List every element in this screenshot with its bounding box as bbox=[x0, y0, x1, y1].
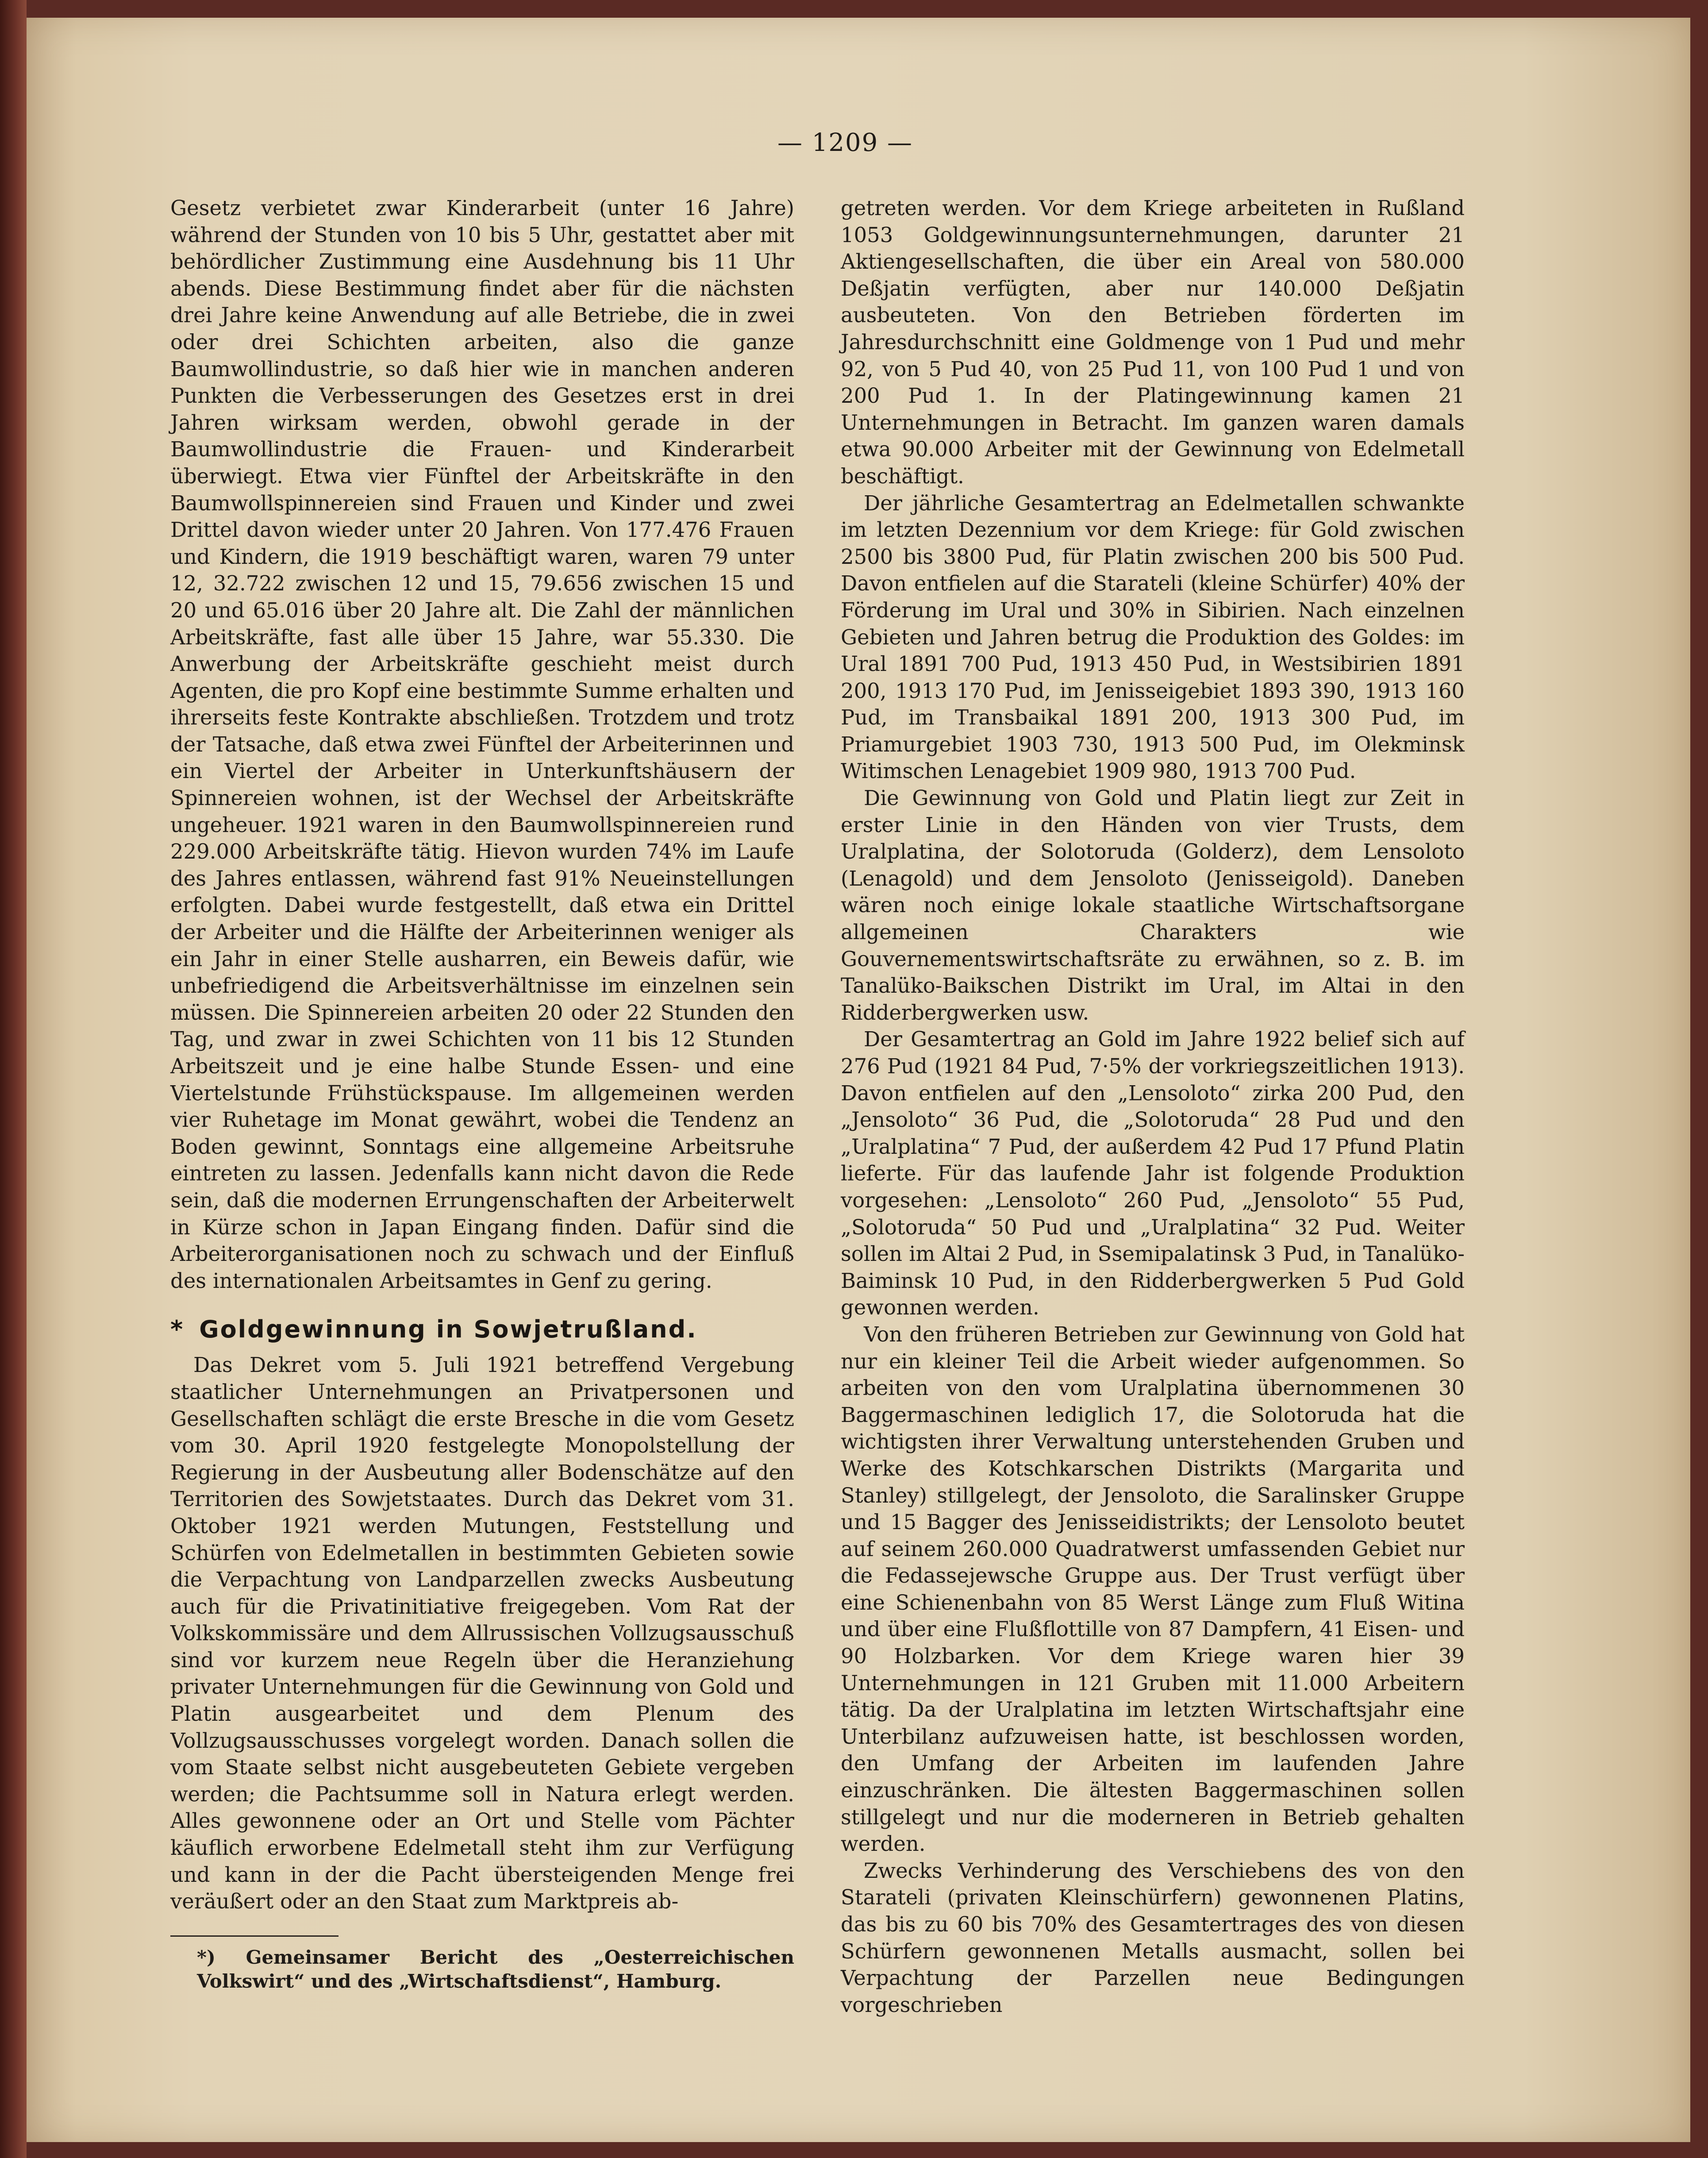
right-paragraph-2: Der jährliche Gesamtertrag an Edelmetallen schwankte im letzten Dezennium vor dem Kriege: für Gold zwischen 2500 bis 3800 Pud, für Platin zwischen 200 bis 500 Pud. Davon entfielen auf die Starateli (kleine Schürfer) 40% der Förderung im Ural und 30% in Sibirien. Nach einzelnen Gebieten und Jahren betrug die Produktion des Goldes: im Ural 1891 700 Pud, 1913 450 Pud, in Westsibirien 1891 200, 1913 170 Pud, im Jenisseigebiet 1893 390, 1913 160 Pud, im Transbaikal 1891 200, 1913 300 Pud, im Priamurgebiet 1903 730, 1913 500 Pud, im Olekminsk Witimschen Lenagebiet 1909 980, 1913 700 Pud. bbox=[841, 491, 1465, 783]
footnote: *) Gemeinsamer Bericht des „Oesterreichischen Volkswirt“ und des „Wirtschaftsdienst“, Hamburg. bbox=[197, 1946, 794, 1992]
right-paragraph-6: Zwecks Verhinderung des Verschiebens des von den Starateli (privaten Kleinschürfern) gewonnenen Platins, das bis zu 60 bis 70% des Gesamtertrages des von diesen Schürfern gewonnenen Metalls ausmacht, sollen bei Verpachtung der Parzellen neue Bedingungen vorgeschrieben bbox=[841, 1858, 1465, 2017]
section-heading bbox=[170, 1312, 794, 1347]
right-column bbox=[841, 195, 1465, 2018]
right-paragraph-1: getreten werden. Vor dem Kriege arbeiteten in Rußland 1053 Goldgewinnungsunternehmungen, darunter 21 Aktiengesellschaften, die über ein Areal von 580.000 Deßjatin verfügten, aber nur 140.000 Deßjatin ausbeuteten. Von den Betrieben förderten im Jahresdurchschnitt eine Goldmenge von 1 Pud und mehr 92, von 5 Pud 40, von 25 Pud 11, von 100 Pud 1 und von 200 Pud 1. In der Platingewinnung kamen 21 Unternehmungen in Betracht. Im ganzen waren damals etwa 90.000 Arbeiter mit der Gewinnung von Edelmetall beschäftigt. bbox=[841, 196, 1465, 488]
footnote-rule bbox=[170, 1935, 339, 1937]
left-paragraph-2: Das Dekret vom 5. Juli 1921 betreffend Vergebung staatlicher Unternehmungen an Privatpersonen und Gesellschaften schlägt die erste Bresche in die vom Gesetz vom 30. April 1920 festgelegte Monopolstellung der Regierung in der Ausbeutung aller Bodenschätze auf den Territorien des Sowjetstaates. Durch das Dekret vom 31. Oktober 1921 werden Mutungen, Feststellung und Schürfen von Edelmetallen in bestimmten Gebieten sowie die Verpachtung von Landparzellen zwecks Ausbeutung auch für die Privatinitiative freigegeben. Vom Rat der Volkskommissäre und dem Allrussischen Vollzugsausschuß sind vor kurzem neue Regeln über die Heranziehung privater Unternehmungen für die Gewinnung von Gold und Platin ausgearbeitet und dem Plenum des Vollzugsausschusses vorgelegt worden. Danach sollen die vom Staate selbst nicht ausgebeuteten Gebiete vergeben werden; die Pachtsumme soll in Natura erlegt werden. Alles gewonnene oder an Ort und Stelle vom Pächter käuflich erworbene Edelmetall steht ihm zur Verfügung und kann in der die Pacht übersteigenden Menge frei veräußert oder an den Staat zum Marktpreis ab- bbox=[170, 1353, 794, 1914]
left-paragraph-1: Gesetz verbietet zwar Kinderarbeit (unter 16 Jahre) während der Stunden von 10 bis 5 Uhr, gestattet aber mit behördlicher Zustimmung eine Ausdehnung bis 11 Uhr abends. Diese Bestimmung findet aber für die nächsten drei Jahre keine Anwendung auf alle Betriebe, die in zwei oder drei Schichten arbeiten, also die ganze Baumwollindustrie, so daß hier wie in manchen anderen Punkten die Verbesserungen des Gesetzes erst in drei Jahren wirksam werden, obwohl gerade in der Baumwollindustrie die Frauen- und Kinderarbeit überwiegt. Etwa vier Fünftel der Arbeitskräfte in den Baumwollspinnereien sind Frauen und Kinder und zwei Drittel davon wieder unter 20 Jahren. Von 177.476 Frauen und Kindern, die 1919 beschäftigt waren, waren 79 unter 12, 32.722 zwischen 12 und 15, 79.656 zwischen 15 und 20 und 65.016 über 20 Jahre alt. Die Zahl der männlichen Arbeitskräfte, fast alle über 15 Jahre, war 55.330. Die Anwerbung der Arbeitskräfte geschieht meist durch Agenten, die pro Kopf eine bestimmte Summe erhalten und ihrerseits feste Kontrakte abschließen. Trotzdem und trotz der Tatsache, daß etwa zwei Fünftel der Arbeiterinnen und ein Viertel der Arbeiter in Unterkunftshäusern der Spinnereien wohnen, ist der Wechsel der Arbeitskräfte ungeheuer. 1921 waren in den Baumwollspinnereien rund 229.000 Arbeitskräfte tätig. Hievon wurden 74% im Laufe des Jahres entlassen, während fast 91% Neueinstellungen erfolgten. Dabei wurde festgestellt, daß etwa ein Drittel der Arbeiter und die Hälfte der Arbeiterinnen weniger als ein Jahr in einer Stelle ausharren, ein Beweis dafür, wie unbefriedigend die Arbeitsverhältnisse im einzelnen sein müssen. Die Spinnereien arbeiten 20 oder 22 Stunden den Tag, und zwar in zwei Schichten von 11 bis 12 Stunden Arbeitszeit und je eine halbe Stunde Essen- und eine Viertelstunde Frühstückspause. Im allgemeinen werden vier Ruhetage im Monat gewährt, wobei die Tendenz an Boden gewinnt, Sonntags eine allgemeine Arbeitsruhe eintreten zu lassen. Jedenfalls kann nicht davon die Rede sein, daß die modernen Errungenschaften der Arbeiterwelt in Kürze schon in Japan Eingang finden. Dafür sind die Arbeiterorganisationen noch zu schwach und der Einfluß des internationalen Arbeitsamtes in Genf zu gering. bbox=[170, 196, 794, 1293]
page-number: — 1209 — bbox=[777, 128, 913, 157]
left-column bbox=[170, 195, 794, 1993]
right-paragraph-3: Die Gewinnung von Gold und Platin liegt zur Zeit in erster Linie in den Händen von vier Trusts, dem Uralplatina, der Solotoruda (Golderz), dem Lensoloto (Lenagold) und dem Jensoloto (Jenisseigold). Daneben wären noch einige lokale staatliche Wirtschaftsorgane allgemeinen Charakters wie Gouvernementswirtschaftsräte zu erwähnen, so z. B. im Tanalüko-Baikschen Distrikt im Ural, im Altai in den Ridderbergwerken usw. bbox=[841, 786, 1465, 1025]
book-spine bbox=[0, 0, 27, 2158]
heading-text: Goldgewinnung in Sowjetrußland. bbox=[199, 1315, 697, 1344]
page bbox=[27, 18, 1690, 2142]
right-paragraph-4: Der Gesamtertrag an Gold im Jahre 1922 belief sich auf 276 Pud (1921 84 Pud, 7·5% der vorkriegszeitlichen 1913). Davon entfielen auf den „Lensoloto“ zirka 200 Pud, den „Jensoloto“ 36 Pud, die „Solotoruda“ 28 Pud und den „Uralplatina“ 7 Pud, der außerdem 42 Pud 17 Pfund Platin lieferte. Für das laufende Jahr ist folgende Produktion vorgesehen: „Lensoloto“ 260 Pud, „Jensoloto“ 55 Pud, „Solotoruda“ 50 Pud und „Uralplatina“ 32 Pud. Weiter sollen im Altai 2 Pud, in Ssemipalatinsk 3 Pud, in Tanalüko-Baiminsk 10 Pud, in den Ridderbergwerken 5 Pud Gold gewonnen werden. bbox=[841, 1027, 1465, 1320]
right-paragraph-5: Von den früheren Betrieben zur Gewinnung von Gold hat nur ein kleiner Teil die Arbeit wieder aufgenommen. So arbeiten von den vom Uralplatina übernommenen 30 Baggermaschinen lediglich 17, die Solotoruda hat die wichtigsten ihrer Verwaltung unterstehenden Gruben und Werke des Kotschkarschen Distrikts (Margarita und Stanley) stillgelegt, der Jensoloto, die Saralinsker Gruppe und 15 Bagger des Jenisseidistrikts; der Lensoloto beutet auf seinem 260.000 Quadratwerst umfassenden Gebiet nur die Fedassejewsche Gruppe aus. Der Trust verfügt über eine Schienenbahn von 85 Werst Länge zum Fluß Witina und über eine Flußflottille von 87 Dampfern, 41 Eisen- und 90 Holzbarken. Vor dem Kriege waren hier 39 Unternehmungen in 121 Gruben mit 11.000 Arbeitern tätig. Da der Uralplatina im letzten Wirtschaftsjahr eine Unterbilanz aufzuweisen hatte, ist beschlossen worden, den Umfang der Arbeiten im laufenden Jahre einzuschränken. Die ältesten Baggermaschinen sollen stillgelegt und nur die moderneren in Betrieb gehalten werden. bbox=[841, 1322, 1465, 1856]
heading-star: * bbox=[170, 1315, 185, 1344]
